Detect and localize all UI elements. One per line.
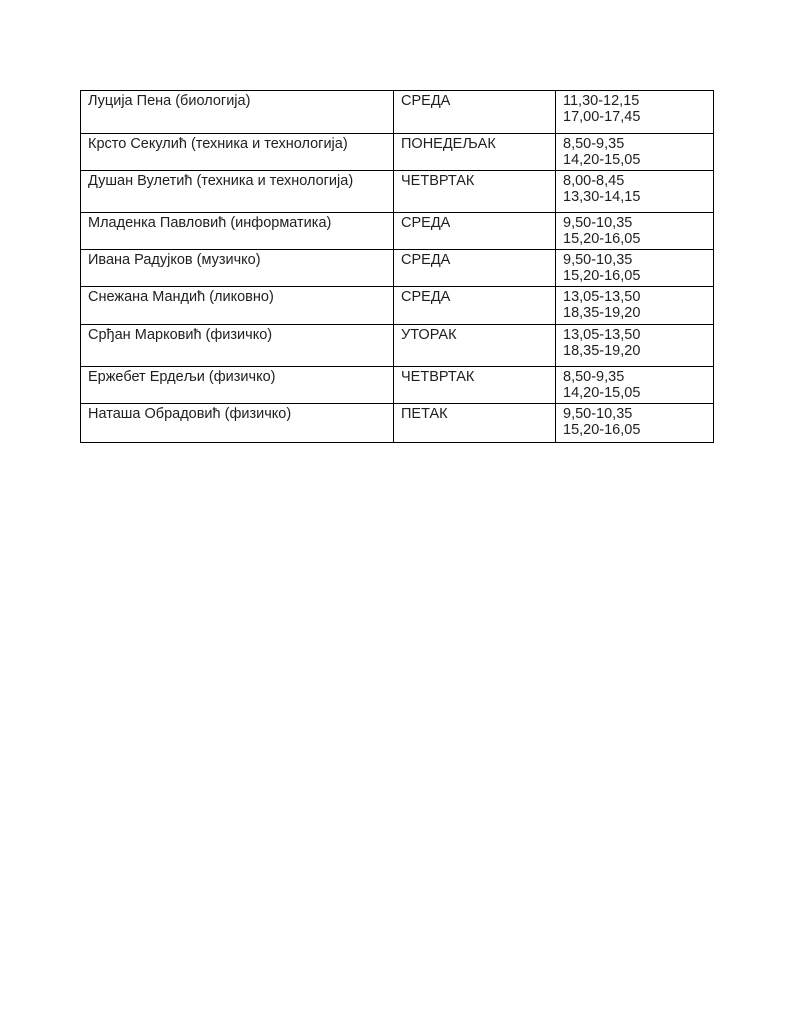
time-slot: 18,35-19,20 <box>563 343 641 359</box>
day-cell: СРЕДА <box>394 213 556 250</box>
day-cell: ЧЕТВРТАК <box>394 367 556 404</box>
teacher-cell: Ивана Радујков (музичко) <box>81 250 394 287</box>
time-slot: 14,20-15,05 <box>563 152 641 168</box>
table-row <box>81 213 714 250</box>
times-cell <box>556 367 714 404</box>
teacher-cell: Младенка Павловић (информатика) <box>81 213 394 250</box>
table-row <box>81 250 714 287</box>
time-slot: 15,20-16,05 <box>563 422 641 438</box>
time-slot: 9,50-10,35 <box>563 252 633 268</box>
times-cell <box>556 171 714 213</box>
table-row <box>81 367 714 404</box>
day-cell: ЧЕТВРТАК <box>394 171 556 213</box>
teacher-cell: Снежана Мандић (ликовно) <box>81 287 394 325</box>
time-slot: 13,30-14,15 <box>563 189 641 205</box>
day-cell: СРЕДА <box>394 91 556 134</box>
table-row <box>81 287 714 325</box>
day-cell: ПОНЕДЕЉАК <box>394 134 556 171</box>
day-cell: ПЕТАК <box>394 404 556 443</box>
times-cell <box>556 91 714 134</box>
time-slot: 17,00-17,45 <box>563 109 641 125</box>
times-cell <box>556 404 714 443</box>
time-slot: 8,00-8,45 <box>563 173 625 189</box>
teacher-cell: Луција Пена (биологија) <box>81 91 394 134</box>
time-slot: 18,35-19,20 <box>563 305 641 321</box>
time-slot: 11,30-12,15 <box>563 93 640 109</box>
table-row <box>81 325 714 367</box>
time-slot: 15,20-16,05 <box>563 268 641 284</box>
time-slot: 13,05-13,50 <box>563 327 641 343</box>
table-row <box>81 404 714 443</box>
times-cell <box>556 213 714 250</box>
time-slot: 8,50-9,35 <box>563 136 625 152</box>
teacher-cell: Ержебет Ердељи (физичко) <box>81 367 394 404</box>
times-cell <box>556 250 714 287</box>
table-row <box>81 134 714 171</box>
day-cell: УТОРАК <box>394 325 556 367</box>
teacher-cell: Душан Вулетић (техника и технологија) <box>81 171 394 213</box>
table-row <box>81 171 714 213</box>
teacher-cell: Наташа Обрадовић (физичко) <box>81 404 394 443</box>
teacher-cell: Крсто Секулић (техника и технологија) <box>81 134 394 171</box>
time-slot: 13,05-13,50 <box>563 289 641 305</box>
table-row <box>81 91 714 134</box>
times-cell <box>556 287 714 325</box>
times-cell <box>556 134 714 171</box>
time-slot: 15,20-16,05 <box>563 231 641 247</box>
schedule-table <box>80 90 714 443</box>
time-slot: 8,50-9,35 <box>563 369 625 385</box>
day-cell: СРЕДА <box>394 287 556 325</box>
time-slot: 9,50-10,35 <box>563 215 633 231</box>
times-cell <box>556 325 714 367</box>
day-cell: СРЕДА <box>394 250 556 287</box>
time-slot: 14,20-15,05 <box>563 385 641 401</box>
time-slot: 9,50-10,35 <box>563 406 633 422</box>
teacher-cell: Срђан Марковић (физичко) <box>81 325 394 367</box>
